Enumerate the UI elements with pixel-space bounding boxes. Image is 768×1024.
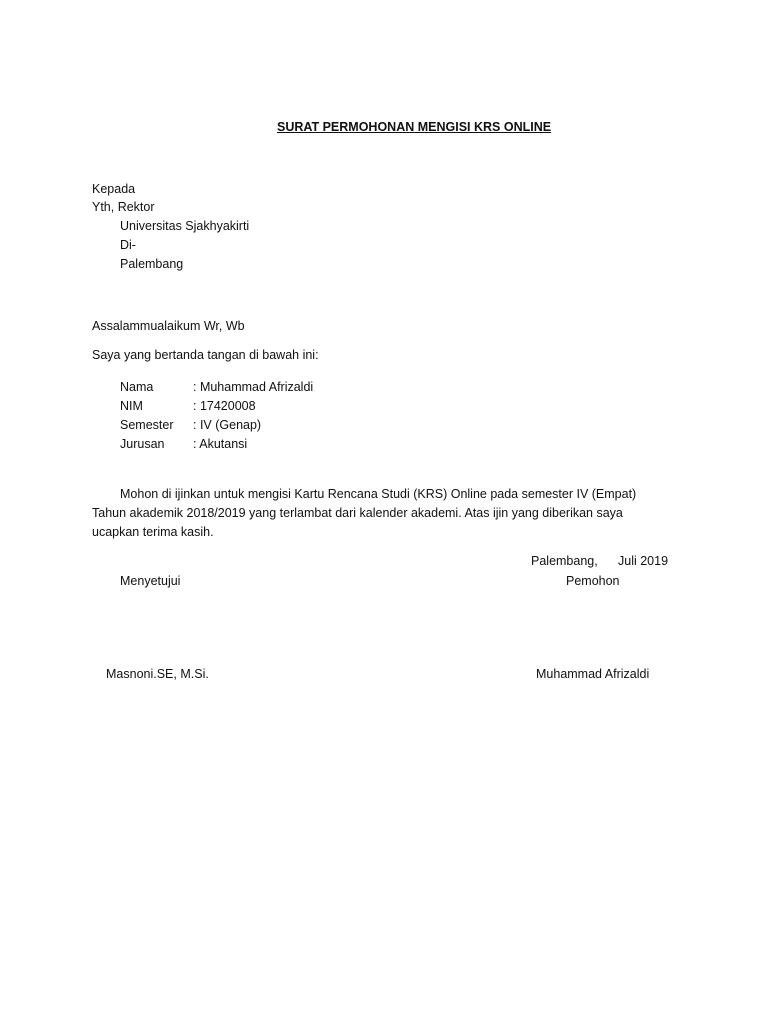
identity-value-nama: : Muhammad Afrizaldi: [193, 380, 314, 394]
identity-label-semester: Semester: [120, 418, 174, 432]
identity-label-nim: NIM: [120, 399, 143, 413]
identity-label-jurusan: Jurusan: [120, 437, 165, 451]
signature-left-name: Masnoni.SE, M.Si.: [106, 667, 209, 681]
intro-text: Saya yang bertanda tangan di bawah ini:: [92, 348, 319, 362]
recipient-city: Palembang: [120, 257, 184, 271]
identity-label-nama: Nama: [120, 380, 154, 394]
body-line-1: Mohon di ijinkan untuk mengisi Kartu Rencana Studi (KRS) Online pada semester IV (Empat): [120, 487, 637, 501]
greeting: Assalammualaikum Wr, Wb: [92, 319, 245, 333]
recipient-yth: Yth, Rektor: [92, 200, 155, 214]
identity-value-semester: : IV (Genap): [193, 418, 262, 432]
recipient-institution: Universitas Sjakhyakirti: [120, 219, 250, 233]
signature-right-role: Pemohon: [566, 574, 620, 588]
body-line-3: ucapkan terima kasih.: [92, 525, 214, 539]
letter-title: SURAT PERMOHONAN MENGISI KRS ONLINE: [277, 120, 552, 134]
signature-left-role: Menyetujui: [120, 574, 181, 588]
place: Palembang,: [531, 554, 598, 568]
signature-right-name: Muhammad Afrizaldi: [536, 667, 650, 681]
identity-value-jurusan: : Akutansi: [193, 437, 248, 451]
body-line-2: Tahun akademik 2018/2019 yang terlambat dari kalender akademi. Atas ijin yang diberikan saya: [92, 506, 623, 520]
identity-value-nim: : 17420008: [193, 399, 256, 413]
recipient-di: Di-: [120, 238, 136, 252]
recipient-kepada: Kepada: [92, 182, 136, 196]
date: Juli 2019: [618, 554, 669, 568]
